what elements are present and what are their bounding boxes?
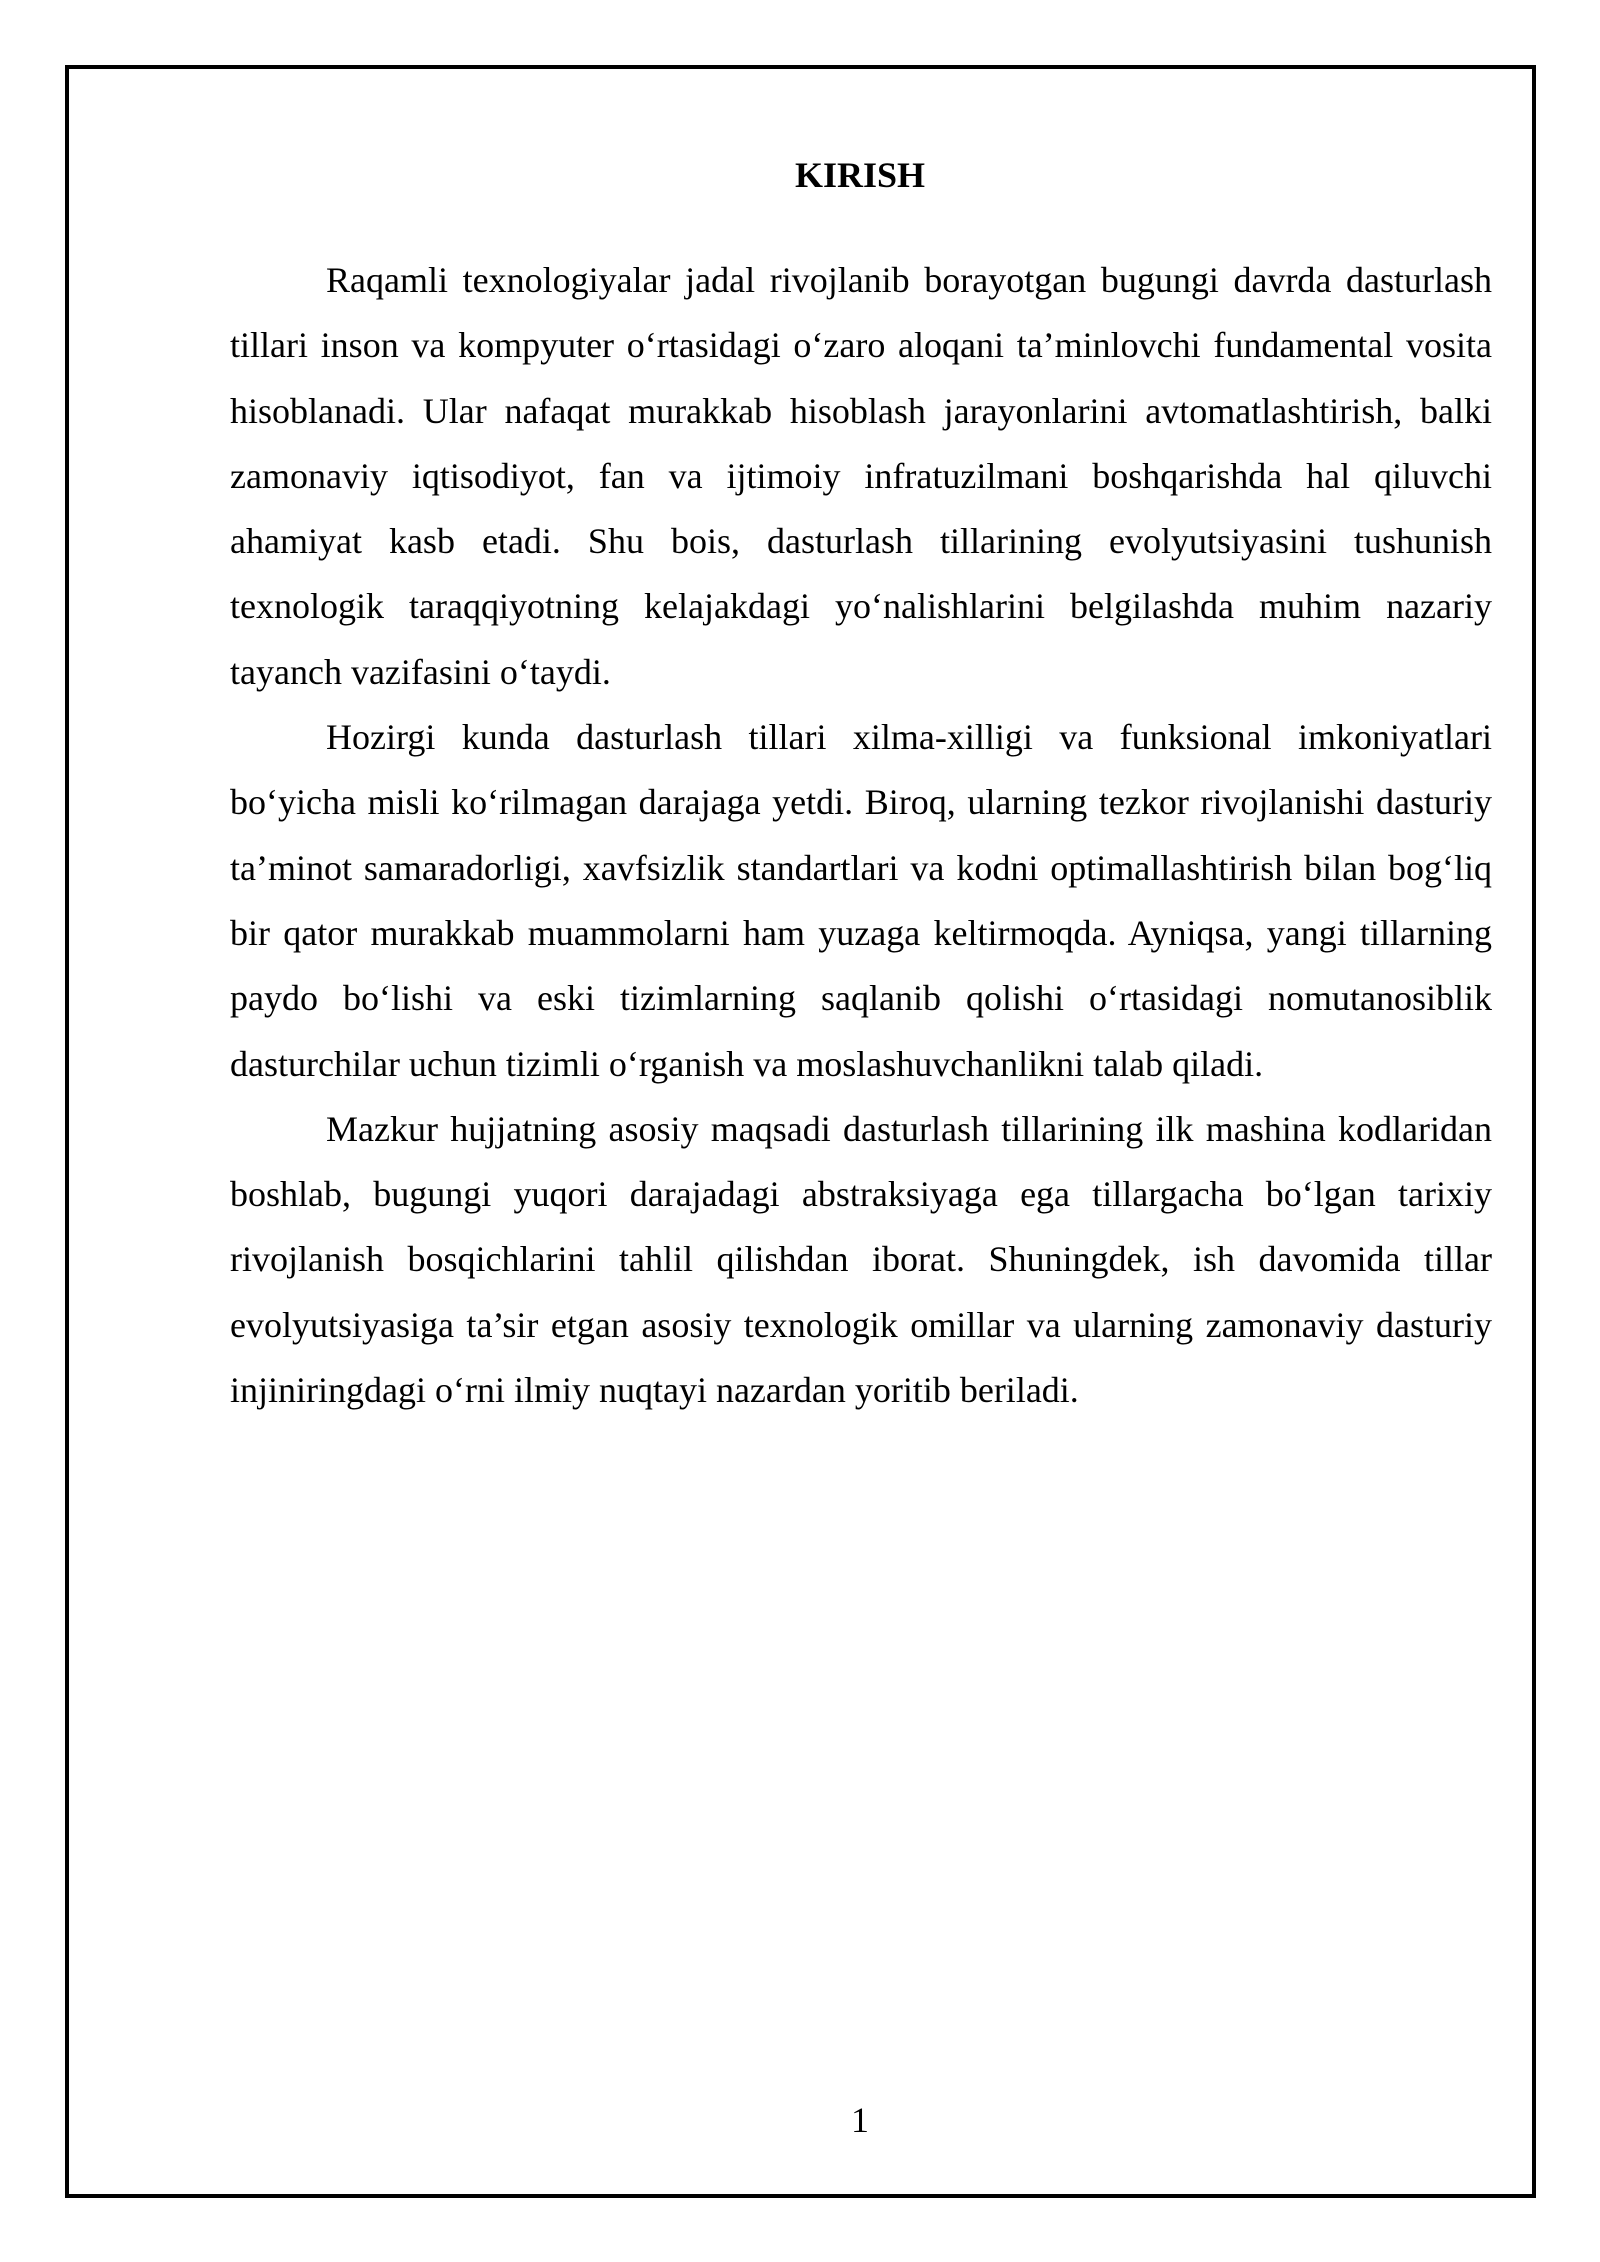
paragraph-1: Raqamli texnologiyalar jadal rivojlanib borayotgan bugungi davrda dasturlash tillari inson va kompyuter o‘rtasidagi o‘zaro aloqani ta’minlovchi fundamental vosita hisoblanadi. Ular nafaqat murakkab hisoblash jarayonlarini avtomatlashtirish, balki zamonaviy iqtisodiyot, fan va ijtimoiy infratuzilmani boshqarishda hal qiluvchi ahamiyat kasb etadi. Shu bois, dasturlash tillarining evolyutsiyasini tushunish texnologik taraqqiyotning kelajakdagi yo‘nalishlarini belgilashda muhim nazariy tayanch vazifasini o‘taydi. [230, 260, 1492, 692]
document-body [230, 248, 1492, 1423]
page-title: KIRISH [794, 155, 926, 195]
paragraph-3: Mazkur hujjatning asosiy maqsadi dasturlash tillarining ilk mashina kodlaridan boshlab, bugungi yuqori darajadagi abstraksiyaga ega tillargacha bo‘lgan tarixiy rivojlanish bosqichlarini tahlil qilishdan iborat. Shuningdek, ish davomida tillar evolyutsiyasiga ta’sir etgan asosiy texnologik omillar va ularning zamonaviy dasturiy injiniringdagi o‘rni ilmiy nuqtayi nazardan yoritib beriladi. [230, 1108, 1492, 1411]
page-number: 1 [851, 2100, 869, 2140]
paragraph-2: Hozirgi kunda dasturlash tillari xilma-xilligi va funksional imkoniyatlari bo‘yicha misli ko‘rilmagan darajaga yetdi. Biroq, ularning tezkor rivojlanishi dasturiy ta’minot samaradorligi, xavfsizlik standartlari va kodni optimallashtirish bilan bog‘liq bir qator murakkab muammolarni ham yuzaga keltirmoqda. Ayniqsa, yangi tillarning paydo bo‘lishi va eski tizimlarning saqlanib qolishi o‘rtasidagi nomutanosiblik dasturchilar uchun tizimli o‘rganish va moslashuvchanlikni talab qiladi. [230, 717, 1492, 1084]
